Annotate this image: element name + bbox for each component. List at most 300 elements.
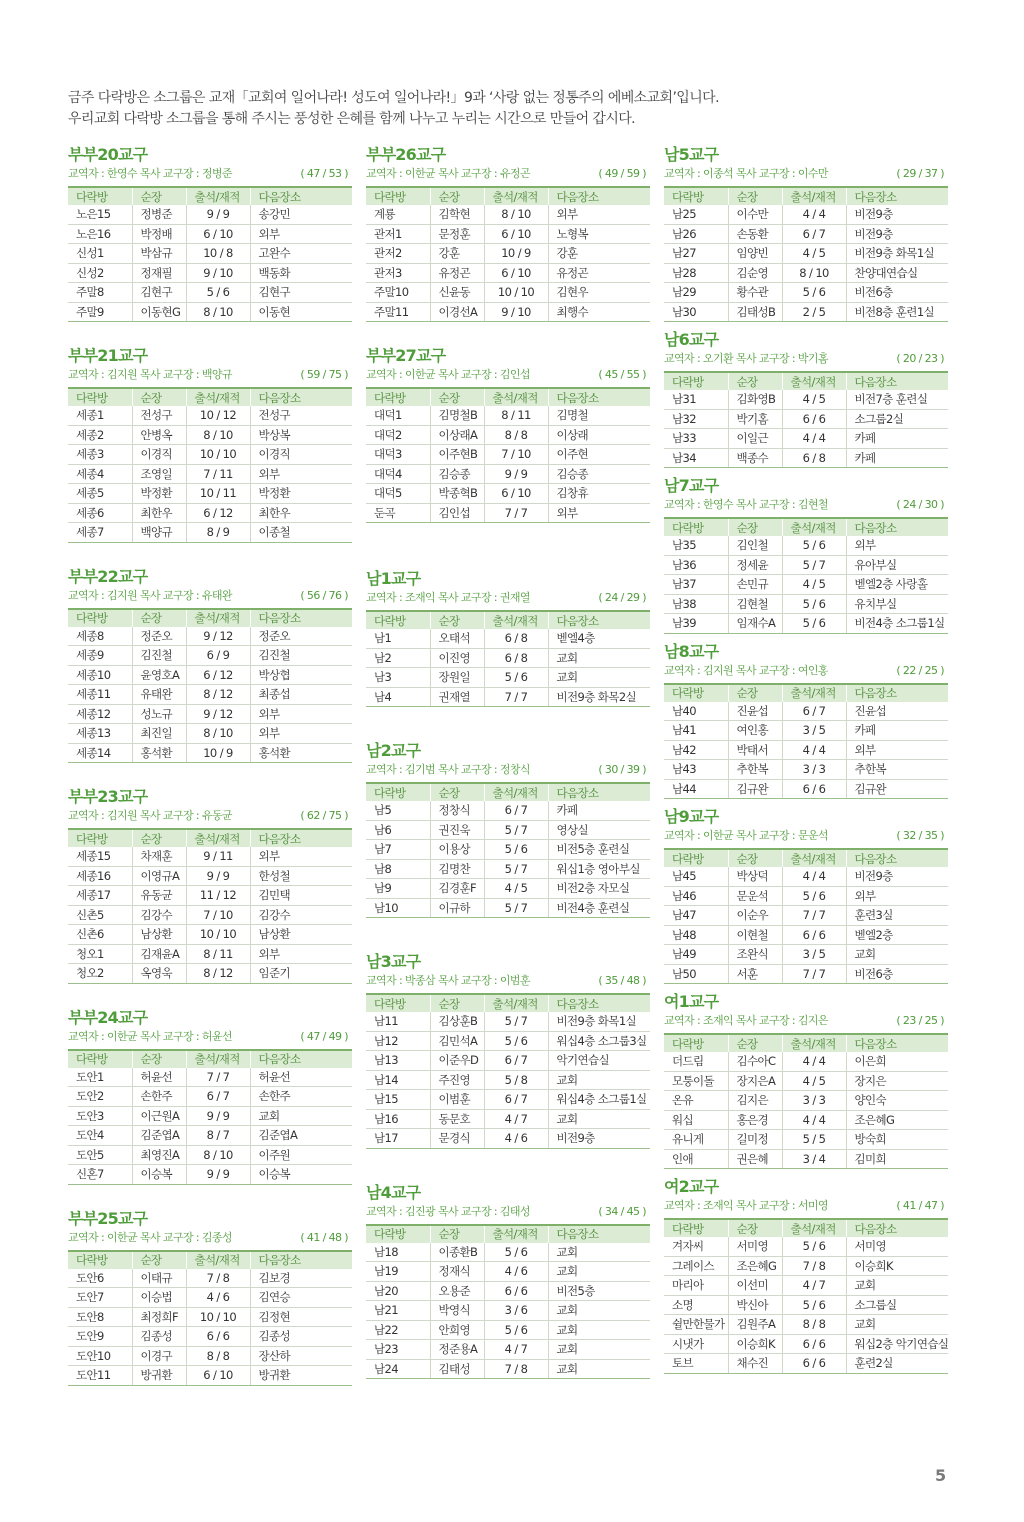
district-title: 남8교구 — [664, 641, 719, 661]
table-row — [366, 484, 650, 504]
cell-leader: 김진철 — [132, 646, 186, 666]
header-next-place: 다음장소 — [250, 609, 352, 627]
table-row — [664, 448, 948, 468]
header-next-place: 다음장소 — [846, 849, 948, 867]
cell-next-place: 비전9층 화목1실 — [846, 244, 948, 264]
leader-info: 교역자 : 김진광 목사 교구장 : 김태성 — [366, 1204, 530, 1218]
cell-attendance: 3 / 4 — [782, 1149, 846, 1169]
table-row — [68, 523, 352, 543]
header-group: 다락방 — [366, 994, 430, 1012]
header-next-place: 다음장소 — [548, 611, 650, 629]
table-header-row — [68, 829, 352, 847]
attendance-total: ( 45 / 55 ) — [598, 368, 646, 381]
leader-info: 교역자 : 한영수 목사 교구장 : 김현철 — [664, 498, 828, 511]
leader-info: 교역자 : 김기범 목사 교구장 : 정창식 — [366, 763, 530, 776]
cell-leader: 이상래A — [430, 425, 484, 445]
cell-attendance: 10 / 8 — [186, 244, 250, 264]
table-row — [664, 1052, 948, 1071]
table-row — [366, 244, 650, 264]
table-row — [366, 1320, 650, 1340]
cell-leader: 방귀환 — [132, 1366, 186, 1386]
cell-next-place: 훈련3실 — [846, 906, 948, 926]
cell-next-place: 김진철 — [250, 646, 352, 666]
header-next-place: 다음장소 — [548, 994, 650, 1012]
cell-group: 대덕4 — [366, 464, 430, 484]
cell-group: 도안5 — [68, 1145, 132, 1165]
leader-info: 교역자 : 이한균 목사 교구장 : 김종성 — [68, 1230, 232, 1244]
cell-group: 주말9 — [68, 302, 132, 322]
table-row — [664, 244, 948, 264]
district-leaders — [366, 589, 650, 607]
cell-attendance: 8 / 10 — [186, 425, 250, 445]
table-row — [366, 1109, 650, 1129]
cell-attendance: 8 / 8 — [782, 1315, 846, 1335]
cell-attendance: 10 / 9 — [186, 743, 250, 763]
cell-attendance: 3 / 3 — [782, 760, 846, 780]
cell-next-place: 임준기 — [250, 964, 352, 984]
table-row — [664, 429, 948, 449]
cell-leader: 김원주A — [728, 1315, 782, 1335]
cell-attendance: 6 / 10 — [484, 224, 548, 244]
leader-info: 교역자 : 김지원 목사 교구장 : 유동균 — [68, 809, 232, 822]
cell-leader: 이용상 — [430, 840, 484, 860]
cell-group: 남46 — [664, 886, 728, 906]
cell-next-place: 외부 — [846, 740, 948, 760]
header-attendance: 출석/재적 — [782, 187, 846, 205]
cell-attendance: 4 / 5 — [782, 575, 846, 595]
table-row — [366, 648, 650, 668]
cell-next-place: 유아부실 — [846, 555, 948, 575]
table-header-row — [664, 518, 948, 536]
table-row — [664, 555, 948, 575]
cell-next-place: 영상실 — [548, 820, 650, 840]
cell-attendance: 8 / 9 — [186, 523, 250, 543]
table-row — [664, 536, 948, 555]
table-row — [68, 224, 352, 244]
header-attendance: 출석/재적 — [484, 388, 548, 406]
cell-leader: 서훈 — [728, 964, 782, 984]
cell-next-place: 벧엘4층 — [548, 629, 650, 648]
cell-attendance: 9 / 9 — [484, 464, 548, 484]
header-leader: 순장 — [132, 609, 186, 627]
header-attendance: 출석/재적 — [186, 388, 250, 406]
cell-leader: 김학현 — [430, 205, 484, 224]
header-attendance: 출석/재적 — [186, 609, 250, 627]
cell-next-place: 조은혜G — [846, 1110, 948, 1130]
table-header-row — [366, 783, 650, 801]
cell-attendance: 4 / 4 — [782, 867, 846, 886]
table-row — [366, 1129, 650, 1149]
district-group — [664, 145, 948, 322]
table-row — [68, 724, 352, 744]
table-row — [664, 1149, 948, 1169]
cell-leader: 성노규 — [132, 704, 186, 724]
cell-attendance: 4 / 7 — [484, 1340, 548, 1360]
intro-line-2: 우리교회 다락방 소그룹을 통해 주시는 풍성한 은혜를 함께 나누고 누리는 시간으로 만들어 갑시다. — [68, 111, 636, 127]
cell-next-place: 장지은 — [846, 1071, 948, 1091]
cell-leader: 김민석A — [430, 1031, 484, 1051]
header-attendance: 출석/재적 — [186, 1050, 250, 1068]
cell-attendance: 3 / 5 — [782, 721, 846, 741]
cell-leader: 이준우D — [430, 1051, 484, 1071]
cell-group: 세종8 — [68, 627, 132, 646]
district-leaders — [664, 496, 948, 514]
cell-group: 청오2 — [68, 964, 132, 984]
table-row — [664, 906, 948, 926]
table-row — [366, 1243, 650, 1262]
cell-attendance: 8 / 11 — [484, 406, 548, 425]
header-next-place: 다음장소 — [846, 518, 948, 536]
cell-group: 신촌6 — [68, 925, 132, 945]
header-leader: 순장 — [132, 829, 186, 847]
district-group — [68, 1008, 352, 1185]
table-row — [68, 425, 352, 445]
cell-next-place: 외부 — [250, 847, 352, 866]
cell-leader: 이승희K — [728, 1334, 782, 1354]
leader-info: 교역자 : 조재익 목사 교구장 : 김지은 — [664, 1014, 828, 1027]
table-row — [68, 665, 352, 685]
district-leaders — [664, 165, 948, 183]
cell-attendance: 4 / 4 — [782, 1052, 846, 1071]
cell-group: 남27 — [664, 244, 728, 264]
header-group: 다락방 — [366, 611, 430, 629]
header-leader: 순장 — [430, 611, 484, 629]
header-next-place: 다음장소 — [846, 1034, 948, 1052]
cell-attendance: 4 / 4 — [782, 1110, 846, 1130]
cell-next-place: 김현구 — [250, 283, 352, 303]
cell-group: 남7 — [366, 840, 430, 860]
cell-leader: 김현철 — [728, 594, 782, 614]
district-group — [366, 346, 650, 523]
header-next-place: 다음장소 — [250, 829, 352, 847]
table-row — [68, 685, 352, 705]
table-row — [366, 205, 650, 224]
cell-attendance: 6 / 7 — [782, 224, 846, 244]
cell-attendance: 6 / 8 — [484, 648, 548, 668]
district-title: 남9교구 — [664, 807, 719, 826]
cell-group: 남30 — [664, 302, 728, 322]
district-leaders — [68, 366, 352, 384]
district-table — [366, 782, 650, 918]
cell-next-place: 김민택 — [250, 886, 352, 906]
cell-leader: 문운석 — [728, 886, 782, 906]
cell-group: 주말10 — [366, 283, 430, 303]
cell-group: 워십 — [664, 1110, 728, 1130]
cell-leader: 김종성 — [132, 1327, 186, 1347]
table-row — [366, 668, 650, 688]
header-group: 다락방 — [664, 849, 728, 867]
cell-leader: 주진영 — [430, 1070, 484, 1090]
cell-group: 대덕2 — [366, 425, 430, 445]
cell-group: 도안9 — [68, 1327, 132, 1347]
cell-group: 유니게 — [664, 1130, 728, 1150]
cell-group: 도안1 — [68, 1068, 132, 1087]
header-leader: 순장 — [430, 783, 484, 801]
header-attendance: 출석/재적 — [484, 994, 548, 1012]
district-leaders — [366, 972, 650, 990]
header-attendance: 출석/재적 — [782, 684, 846, 702]
table-row — [68, 1068, 352, 1087]
cell-leader: 정세윤 — [728, 555, 782, 575]
cell-attendance: 10 / 12 — [186, 406, 250, 425]
cell-leader: 길미정 — [728, 1130, 782, 1150]
cell-next-place: 훈련2실 — [846, 1354, 948, 1374]
intro-line-1: 금주 다락방은 소그룹은 교재「교회여 일어나라! 성도여 일어나라!」9과 ‘사랑 없는 정통주의 에베소교회’입니다. — [68, 90, 719, 106]
cell-next-place: 교회 — [548, 1359, 650, 1379]
cell-attendance: 5 / 6 — [782, 536, 846, 555]
cell-leader: 유동균 — [132, 886, 186, 906]
cell-leader: 조은혜G — [728, 1256, 782, 1276]
header-group: 다락방 — [664, 1219, 728, 1237]
header-attendance: 출석/재적 — [484, 1225, 548, 1243]
table-row — [664, 964, 948, 984]
table-header-row — [664, 1219, 948, 1237]
header-leader: 순장 — [132, 1251, 186, 1269]
cell-attendance: 7 / 7 — [186, 1068, 250, 1087]
attendance-total: ( 20 / 23 ) — [896, 352, 944, 365]
cell-leader: 안병옥 — [132, 425, 186, 445]
cell-leader: 진윤섭 — [728, 702, 782, 721]
cell-leader: 권진욱 — [430, 820, 484, 840]
cell-attendance: 5 / 6 — [782, 1295, 846, 1315]
cell-leader: 이진영 — [430, 648, 484, 668]
district-title: 부부24교구 — [68, 1007, 148, 1027]
table-header-row — [366, 388, 650, 406]
cell-group: 대덕5 — [366, 484, 430, 504]
cell-group: 남21 — [366, 1301, 430, 1321]
table-row — [68, 283, 352, 303]
table-row — [68, 1307, 352, 1327]
table-row — [366, 224, 650, 244]
cell-attendance: 4 / 6 — [484, 1129, 548, 1149]
cell-group: 남1 — [366, 629, 430, 648]
cell-leader: 이현철 — [728, 925, 782, 945]
cell-leader: 박영식 — [430, 1301, 484, 1321]
cell-next-place: 카페 — [846, 429, 948, 449]
table-row — [366, 1012, 650, 1031]
cell-attendance: 6 / 9 — [186, 646, 250, 666]
cell-attendance: 7 / 7 — [782, 906, 846, 926]
cell-group: 도안8 — [68, 1307, 132, 1327]
header-group: 다락방 — [68, 829, 132, 847]
cell-attendance: 6 / 7 — [484, 801, 548, 820]
table-row — [664, 1237, 948, 1256]
cell-group: 남11 — [366, 1012, 430, 1031]
table-row — [68, 847, 352, 866]
cell-attendance: 6 / 10 — [484, 263, 548, 283]
cell-leader: 박상덕 — [728, 867, 782, 886]
district-group — [68, 1209, 352, 1386]
cell-attendance: 5 / 6 — [484, 840, 548, 860]
cell-next-place: 방귀환 — [250, 1366, 352, 1386]
cell-leader: 손한주 — [132, 1087, 186, 1107]
cell-leader: 장지은A — [728, 1071, 782, 1091]
table-row — [68, 1366, 352, 1386]
cell-next-place: 교회 — [548, 1070, 650, 1090]
table-row — [68, 302, 352, 322]
cell-leader: 손동환 — [728, 224, 782, 244]
cell-next-place: 김현우 — [548, 283, 650, 303]
leader-info: 교역자 : 김지원 목사 교구장 : 백양규 — [68, 368, 232, 381]
cell-attendance: 7 / 8 — [484, 1359, 548, 1379]
table-row — [366, 1359, 650, 1379]
cell-leader: 김화영B — [728, 390, 782, 409]
cell-next-place: 홍석환 — [250, 743, 352, 763]
cell-attendance: 11 / 12 — [186, 886, 250, 906]
cell-attendance: 6 / 6 — [484, 1281, 548, 1301]
cell-group: 남13 — [366, 1051, 430, 1071]
cell-next-place: 비전8층 훈련1실 — [846, 302, 948, 322]
header-next-place: 다음장소 — [846, 1219, 948, 1237]
leader-info: 교역자 : 한영수 목사 교구장 : 정병준 — [68, 167, 232, 180]
cell-group: 남17 — [366, 1129, 430, 1149]
cell-next-place: 박정환 — [250, 484, 352, 504]
attendance-total: ( 59 / 75 ) — [300, 368, 348, 381]
cell-group: 온유 — [664, 1091, 728, 1111]
cell-next-place: 교회 — [548, 1301, 650, 1321]
cell-leader: 이수만 — [728, 205, 782, 224]
table-header-row — [68, 1251, 352, 1269]
cell-leader: 김태성 — [430, 1359, 484, 1379]
header-next-place: 다음장소 — [250, 1050, 352, 1068]
cell-group: 남9 — [366, 879, 430, 899]
cell-group: 남44 — [664, 779, 728, 799]
header-next-place: 다음장소 — [250, 388, 352, 406]
cell-leader: 조완식 — [728, 945, 782, 965]
district-title: 남4교구 — [366, 1182, 421, 1202]
header-group: 다락방 — [664, 187, 728, 205]
cell-group: 세종13 — [68, 724, 132, 744]
district-title: 부부20교구 — [68, 145, 148, 164]
cell-attendance: 9 / 9 — [186, 1106, 250, 1126]
header-group: 다락방 — [664, 518, 728, 536]
cell-leader: 이근원A — [132, 1106, 186, 1126]
header-next-place: 다음장소 — [846, 372, 948, 390]
district-group — [366, 952, 650, 1149]
cell-group: 남16 — [366, 1109, 430, 1129]
cell-group: 노은15 — [68, 205, 132, 224]
cell-next-place: 송강민 — [250, 205, 352, 224]
cell-next-place: 노형복 — [548, 224, 650, 244]
table-header-row — [366, 1225, 650, 1243]
cell-next-place: 최한우 — [250, 503, 352, 523]
cell-attendance: 5 / 6 — [186, 283, 250, 303]
cell-next-place: 비전9층 — [846, 205, 948, 224]
cell-attendance: 7 / 10 — [484, 445, 548, 465]
cell-next-place: 찬양대연습실 — [846, 263, 948, 283]
cell-leader: 허윤선 — [132, 1068, 186, 1087]
cell-next-place: 카페 — [548, 801, 650, 820]
table-row — [68, 503, 352, 523]
cell-leader: 백양규 — [132, 523, 186, 543]
cell-next-place: 악기연습실 — [548, 1051, 650, 1071]
table-row — [68, 464, 352, 484]
district-table — [664, 517, 948, 634]
cell-leader: 정준오 — [132, 627, 186, 646]
cell-attendance: 10 / 10 — [484, 283, 548, 303]
table-row — [68, 1087, 352, 1107]
cell-attendance: 6 / 12 — [186, 503, 250, 523]
cell-attendance: 5 / 6 — [484, 1320, 548, 1340]
table-row — [366, 859, 650, 879]
cell-group: 세종6 — [68, 503, 132, 523]
attendance-total: ( 56 / 76 ) — [300, 588, 348, 602]
cell-group: 세종3 — [68, 445, 132, 465]
table-row — [664, 1334, 948, 1354]
table-header-row — [68, 609, 352, 627]
header-group: 다락방 — [366, 783, 430, 801]
cell-attendance: 8 / 11 — [186, 944, 250, 964]
cell-next-place: 추한복 — [846, 760, 948, 780]
cell-next-place: 서미영 — [846, 1237, 948, 1256]
cell-attendance: 6 / 8 — [484, 629, 548, 648]
table-row — [68, 627, 352, 646]
header-group: 다락방 — [366, 388, 430, 406]
cell-leader: 이승법 — [132, 1288, 186, 1308]
cell-next-place: 최행수 — [548, 302, 650, 322]
cell-next-place: 허윤선 — [250, 1068, 352, 1087]
cell-attendance: 7 / 8 — [782, 1256, 846, 1276]
header-attendance: 출석/재적 — [186, 187, 250, 205]
cell-attendance: 10 / 10 — [186, 445, 250, 465]
cell-group: 모퉁이돌 — [664, 1071, 728, 1091]
table-row — [366, 1301, 650, 1321]
header-group: 다락방 — [68, 1050, 132, 1068]
column-left — [68, 145, 352, 1410]
cell-group: 세종7 — [68, 523, 132, 543]
cell-leader: 김재윤A — [132, 944, 186, 964]
cell-next-place: 교회 — [846, 945, 948, 965]
cell-attendance: 4 / 6 — [484, 1262, 548, 1282]
cell-leader: 이경구 — [132, 1346, 186, 1366]
cell-leader: 정재식 — [430, 1262, 484, 1282]
cell-leader: 서미영 — [728, 1237, 782, 1256]
district-table — [68, 1250, 352, 1386]
table-header-row — [664, 187, 948, 205]
attendance-total: ( 34 / 45 ) — [598, 1204, 646, 1218]
cell-attendance: 5 / 7 — [484, 898, 548, 918]
table-header-row — [366, 187, 650, 205]
district-title: 남5교구 — [664, 145, 719, 164]
table-row — [366, 1090, 650, 1110]
cell-next-place: 외부 — [250, 224, 352, 244]
cell-attendance: 9 / 9 — [186, 205, 250, 224]
district-leaders — [68, 165, 352, 183]
cell-leader: 강훈 — [430, 244, 484, 264]
cell-next-place: 비전5층 훈련실 — [548, 840, 650, 860]
header-next-place: 다음장소 — [548, 1225, 650, 1243]
cell-leader: 유정곤 — [430, 263, 484, 283]
cell-attendance: 5 / 5 — [782, 1130, 846, 1150]
cell-group: 남26 — [664, 224, 728, 244]
cell-group: 남4 — [366, 687, 430, 707]
table-row — [68, 263, 352, 283]
cell-attendance: 5 / 6 — [484, 1243, 548, 1262]
cell-leader: 박신아 — [728, 1295, 782, 1315]
cell-next-place: 외부 — [250, 724, 352, 744]
table-row — [664, 740, 948, 760]
header-leader: 순장 — [728, 684, 782, 702]
cell-attendance: 5 / 7 — [782, 555, 846, 575]
district-table — [664, 186, 948, 322]
table-row — [664, 1315, 948, 1335]
cell-group: 신성1 — [68, 244, 132, 264]
table-row — [366, 801, 650, 820]
table-header-row — [68, 1050, 352, 1068]
district-table — [664, 371, 948, 468]
header-group: 다락방 — [366, 187, 430, 205]
cell-leader: 이동현G — [132, 302, 186, 322]
